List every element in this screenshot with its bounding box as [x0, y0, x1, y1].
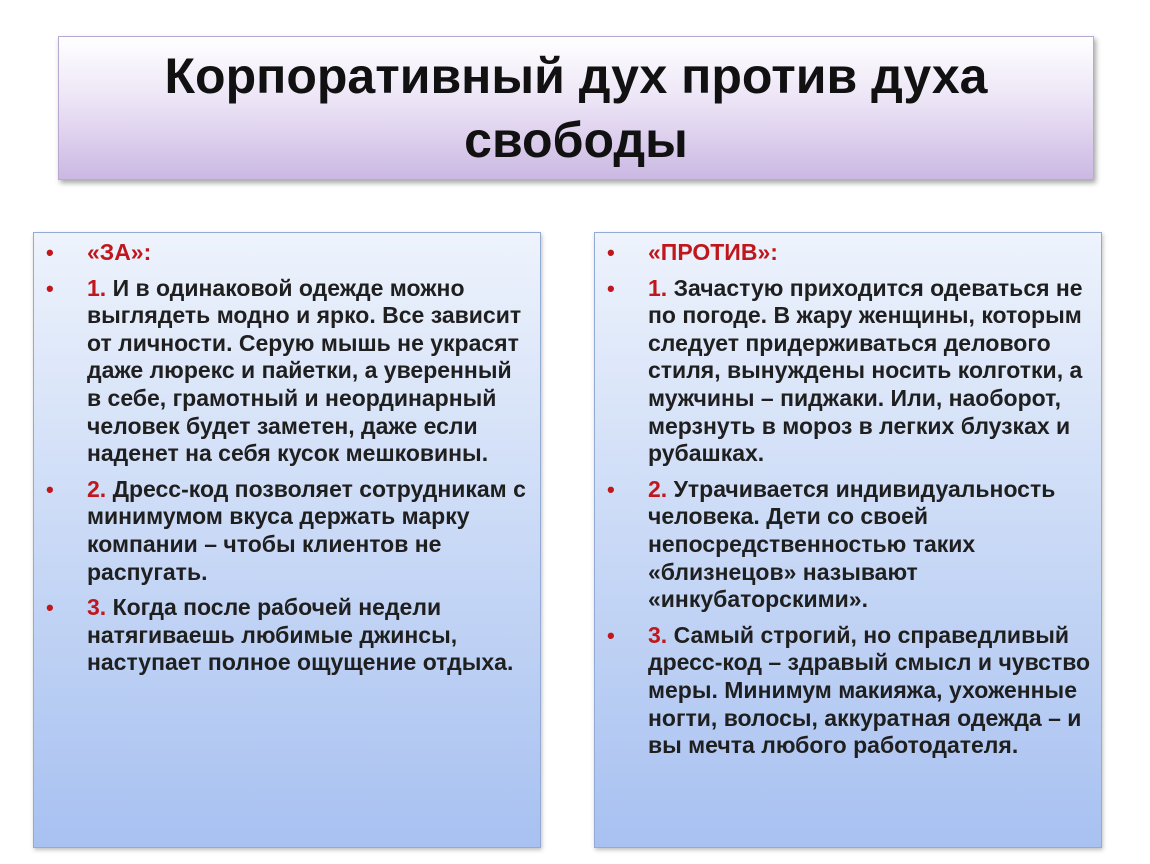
- contra-item-1-text: Зачастую приходится одеваться не по погоде. В жару женщины, которым следует придерживаться делового стиля, вынуждены носить колготки, а мужчины – пиджаки. Или, наоборот, мерзнуть в мороз в легких блузках и рубашках.: [648, 274, 1083, 467]
- slide-title: Корпоративный дух против духа свободы: [164, 48, 988, 168]
- pro-list: [44, 239, 530, 677]
- contra-item-3-text: Самый строгий, но справедливый дресс-код – здравый смысл и чувство меры. Минимум макияжа, ухоженные ногти, волосы, аккуратная одежда – и вы мечта любого работодателя.: [648, 621, 1091, 759]
- pro-item-2: • 2. Дресс-код позволяет сотрудникам с минимумом вкуса держать марку компании – чтобы клиентов не распугать.: [44, 476, 530, 586]
- pro-item-3: • 3. Когда после рабочей недели натягиваешь любимые джинсы, наступает полное ощущение отдыха.: [44, 594, 530, 677]
- contra-item-2: • 2. Утрачивается индивидуальность человека. Дети со своей непосредственностью таких «близнецов» называют «инкубаторскими».: [605, 476, 1091, 614]
- pro-item-1: • 1. И в одинаковой одежде можно выглядеть модно и ярко. Все зависит от личности. Серую мышь не украсят даже люрекс и пайетки, а уверенный в себе, грамотный и неординарный человек будет заметен, даже если наденет на себя кусок мешковины.: [44, 275, 530, 468]
- contra-list: [605, 239, 1091, 760]
- pro-heading-text: «ЗА»:: [87, 239, 152, 265]
- pro-item-2-text: Дресс-код позволяет сотрудникам с минимумом вкуса держать марку компании – чтобы клиентов не распугать.: [87, 475, 526, 585]
- contra-heading: [605, 239, 1091, 267]
- pro-item-1-text: И в одинаковой одежде можно выглядеть модно и ярко. Все зависит от личности. Серую мышь не украсят даже люрекс и пайетки, а уверенный в себе, грамотный и неординарный человек будет заметен, даже если наденет на себя кусок мешковины.: [87, 274, 522, 467]
- pro-panel: [33, 232, 541, 848]
- pro-heading: [44, 239, 530, 267]
- contra-heading-text: «ПРОТИВ»:: [648, 239, 778, 265]
- contra-item-3: • 3. Самый строгий, но справедливый дресс-код – здравый смысл и чувство меры. Минимум макияжа, ухоженные ногти, волосы, аккуратная одежда – и вы мечта любого работодателя.: [605, 622, 1091, 760]
- contra-item-2-text: Утрачивается индивидуальность человека. Дети со своей непосредственностью таких «близнецов» называют «инкубаторскими».: [648, 475, 1056, 613]
- contra-panel: [594, 232, 1102, 848]
- title-box: [58, 36, 1094, 180]
- pro-item-3-text: Когда после рабочей недели натягиваешь любимые джинсы, наступает полное ощущение отдыха.: [87, 594, 514, 676]
- contra-item-1: • 1. Зачастую приходится одеваться не по погоде. В жару женщины, которым следует придерживаться делового стиля, вынуждены носить колготки, а мужчины – пиджаки. Или, наоборот, мерзнуть в мороз в легких блузках и рубашках.: [605, 275, 1091, 468]
